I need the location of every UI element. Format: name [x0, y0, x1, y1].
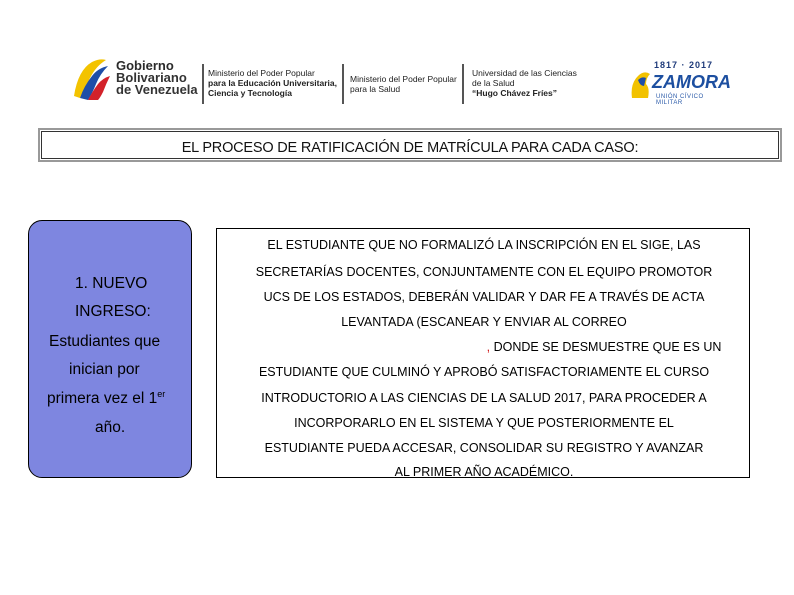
description-line: ESTUDIANTE QUE CULMINÓ Y APROBÓ SATISFACTORIAMENTE EL CURSO	[258, 365, 710, 379]
ministerio-salud	[350, 74, 457, 94]
description-line: AL PRIMER AÑO ACADÉMICO.	[394, 465, 574, 479]
case-box	[28, 220, 192, 478]
description-line: EL ESTUDIANTE QUE NO FORMALIZÓ LA INSCRIPCIÓN EN EL SIGE, LAS	[267, 238, 701, 252]
page-title: EL PROCESO DE RATIFICACIÓN DE MATRÍCULA PARA CADA CASO:	[181, 140, 639, 156]
description-line: SECRETARÍAS DOCENTES, CONJUNTAMENTE CON EL EQUIPO PROMOTOR	[255, 265, 713, 279]
description-line: LEVANTADA (ESCANEAR Y ENVIAR AL CORREO	[341, 315, 627, 329]
zamora-name: ZAMORA	[652, 72, 731, 92]
description-line: INTRODUCTORIO A LAS CIENCIAS DE LA SALUD 2017, PARA PROCEDER A	[261, 391, 707, 405]
gobierno-line: Bolivariano	[116, 70, 187, 85]
case-line: Estudiantes que	[49, 333, 161, 350]
case-line: INGRESO:	[75, 303, 151, 320]
header-banner	[66, 48, 730, 110]
description-line: UCS DE LOS ESTADOS, DEBERÁN VALIDAR Y DAR FE A TRAVÉS DE ACTA	[263, 290, 705, 304]
venezuela-flag-icon	[70, 56, 110, 100]
ministerio-line: para la Educación Universitaria,	[208, 78, 337, 88]
case-line-text: primera vez el 1	[47, 390, 158, 408]
zamora-emblem-icon	[628, 68, 654, 100]
universidad-line: Universidad de las Ciencias	[472, 68, 577, 78]
divider	[462, 64, 464, 104]
zamora-subtitle: UNIÓN CÍVICO MILITAR	[656, 94, 704, 106]
ministerio-educacion	[208, 68, 337, 98]
universidad-line: de la Salud	[472, 78, 515, 88]
universidad-line: “Hugo Chávez Fríes”	[472, 88, 558, 98]
description-box	[216, 228, 750, 478]
description-text: DONDE SE DESMUESTRE QUE ES UN	[490, 340, 722, 354]
title-box	[38, 128, 782, 162]
gobierno-line: Gobierno	[116, 58, 174, 73]
description-line: INCORPORARLO EN EL SISTEMA Y QUE POSTERIORMENTE EL	[294, 416, 674, 430]
universidad-logo	[472, 68, 577, 98]
case-line	[47, 389, 165, 408]
case-line: 1. NUEVO	[75, 275, 148, 292]
description-line: ESTUDIANTE PUEDA ACCESAR, CONSOLIDAR SU REGISTRO Y AVANZAR	[264, 441, 704, 455]
zamora-logo	[628, 60, 732, 106]
gobierno-text	[116, 60, 198, 96]
case-line: año.	[95, 419, 126, 436]
description-line	[337, 340, 794, 354]
superscript: er	[157, 389, 166, 399]
ministerio-line: para la Salud	[350, 84, 401, 94]
case-line: inician por	[69, 361, 140, 378]
divider	[342, 64, 344, 104]
divider	[202, 64, 204, 104]
ministerio-line: Ministerio del Poder Popular	[350, 74, 457, 84]
zamora-years: 1817 · 2017	[654, 60, 714, 70]
email-placeholder: ,	[486, 340, 491, 354]
ministerio-line: Ministerio del Poder Popular	[208, 68, 315, 78]
gobierno-line: de Venezuela	[116, 82, 198, 97]
ministerio-line: Ciencia y Tecnología	[208, 88, 292, 98]
